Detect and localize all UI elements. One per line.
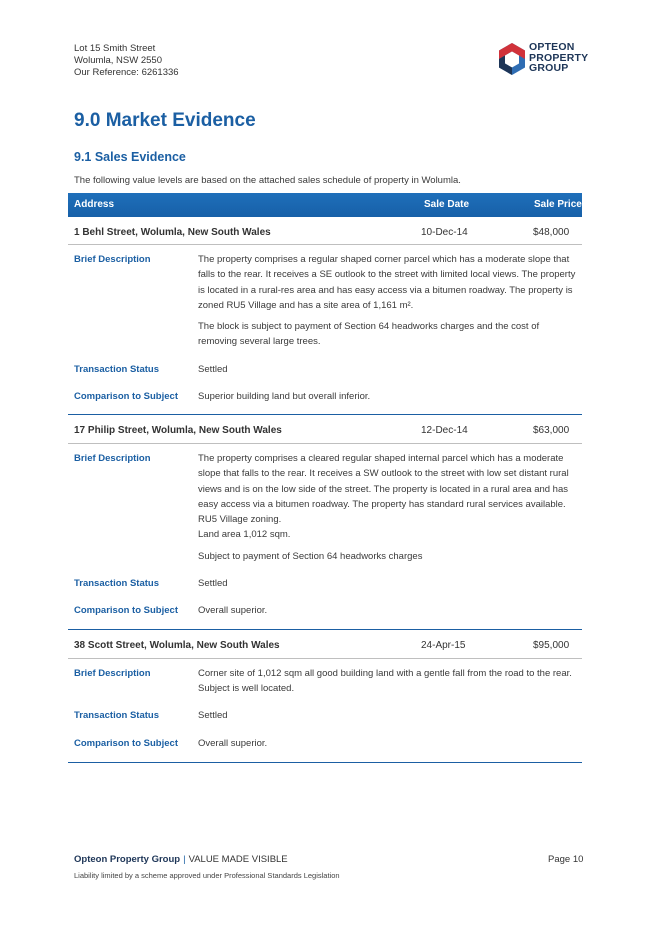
column-header-sale-date: Sale Date [424, 199, 470, 210]
description-paragraph: The block is subject to payment of Section 64 headworks charges and the cost of removing several large trees. [198, 321, 540, 348]
sale-date: 12-Dec-14 [421, 425, 468, 436]
comparison-value: Overall superior. [198, 738, 268, 749]
transaction-status-value: Settled [198, 364, 228, 375]
description-paragraph: The property comprises a cleared regular shaped internal parcel which has a moderate slope that falls to the rear. It receives a SW outlook to the street with low set distant rural views and is on the low side of the street. The property is located in a rural area and has easy access via a bitumen roadway. The property has standard rural services available. RU5 Village zoning. [198, 453, 569, 526]
logo-text [529, 42, 588, 74]
brief-description-label: Brief Description [74, 453, 151, 464]
transaction-status-value: Settled [198, 710, 228, 721]
sale-price: $95,000 [533, 640, 570, 651]
comparison-value: Superior building land but overall inferior. [198, 391, 371, 402]
comparison-value: Overall superior. [198, 605, 268, 616]
row-divider [68, 443, 582, 444]
sale-1-description [198, 252, 576, 356]
transaction-status-label: Transaction Status [74, 364, 159, 375]
row-divider [68, 244, 582, 245]
reference-number: Our Reference: 6261336 [74, 67, 179, 78]
brief-description-label: Brief Description [74, 668, 151, 679]
sale-2-description [198, 451, 576, 570]
address-line-2: Wolumla, NSW 2550 [74, 55, 162, 66]
sales-table-header [68, 193, 582, 217]
comparison-label: Comparison to Subject [74, 738, 178, 749]
sale-divider [68, 762, 582, 763]
sale-price: $63,000 [533, 425, 570, 436]
logo-line-2: PROPERTY [529, 51, 589, 64]
sale-divider [68, 414, 582, 415]
section-title: 9.0 Market Evidence [74, 110, 256, 131]
footer-company: Opteon Property Group [74, 854, 181, 865]
sale-date: 10-Dec-14 [421, 227, 468, 238]
sale-divider [68, 629, 582, 630]
column-header-sale-price: Sale Price [534, 199, 582, 210]
sale-address: 38 Scott Street, Wolumla, New South Wales [74, 640, 280, 651]
opteon-hexagon-icon [497, 42, 527, 76]
intro-text: The following value levels are based on the attached sales schedule of property in Wolumla. [74, 175, 461, 186]
row-divider [68, 658, 582, 659]
sale-address: 17 Philip Street, Wolumla, New South Wales [74, 425, 282, 436]
logo-line-3: GROUP [529, 62, 569, 74]
description-paragraph: The property comprises a regular shaped corner parcel which has a moderate slope that falls to the rear. It receives a SE outlook to the street with limited local views. The property is located in a rural-res area and has easy access via a bitumen roadway. The property is zoned RU5 Village and has a site area of 1,161 m². [198, 254, 576, 311]
header-address-block [74, 43, 179, 79]
logo-line-1: OPTEON [529, 41, 575, 53]
subsection-title: 9.1 Sales Evidence [74, 150, 186, 164]
sale-3-description [198, 666, 576, 703]
column-header-address: Address [74, 199, 115, 210]
footer-separator: | [183, 854, 186, 865]
address-line-1: Lot 15 Smith Street [74, 43, 156, 54]
sale-price: $48,000 [533, 227, 570, 238]
transaction-status-label: Transaction Status [74, 578, 159, 589]
transaction-status-value: Settled [198, 578, 228, 589]
description-paragraph: Corner site of 1,012 sqm all good building land with a gentle fall from the road to the rear. Subject is well located. [198, 668, 572, 695]
sale-3-header-row [68, 636, 582, 658]
opteon-logo [497, 42, 589, 78]
transaction-status-label: Transaction Status [74, 710, 159, 721]
description-paragraph: Land area 1,012 sqm. [198, 529, 291, 541]
page-number: Page 10 [548, 854, 584, 865]
description-paragraph: Subject to payment of Section 64 headworks charges [198, 550, 423, 562]
sale-2-header-row [68, 421, 582, 443]
comparison-label: Comparison to Subject [74, 391, 178, 402]
liability-notice: Liability limited by a scheme approved under Professional Standards Legislation [74, 871, 340, 880]
brief-description-label: Brief Description [74, 254, 151, 265]
sale-date: 24-Apr-15 [421, 640, 466, 651]
footer-company-line [74, 854, 288, 865]
comparison-label: Comparison to Subject [74, 605, 178, 616]
sale-1-header-row [68, 223, 582, 245]
sale-address: 1 Behl Street, Wolumla, New South Wales [74, 227, 271, 238]
footer-tagline: VALUE MADE VISIBLE [188, 854, 288, 865]
